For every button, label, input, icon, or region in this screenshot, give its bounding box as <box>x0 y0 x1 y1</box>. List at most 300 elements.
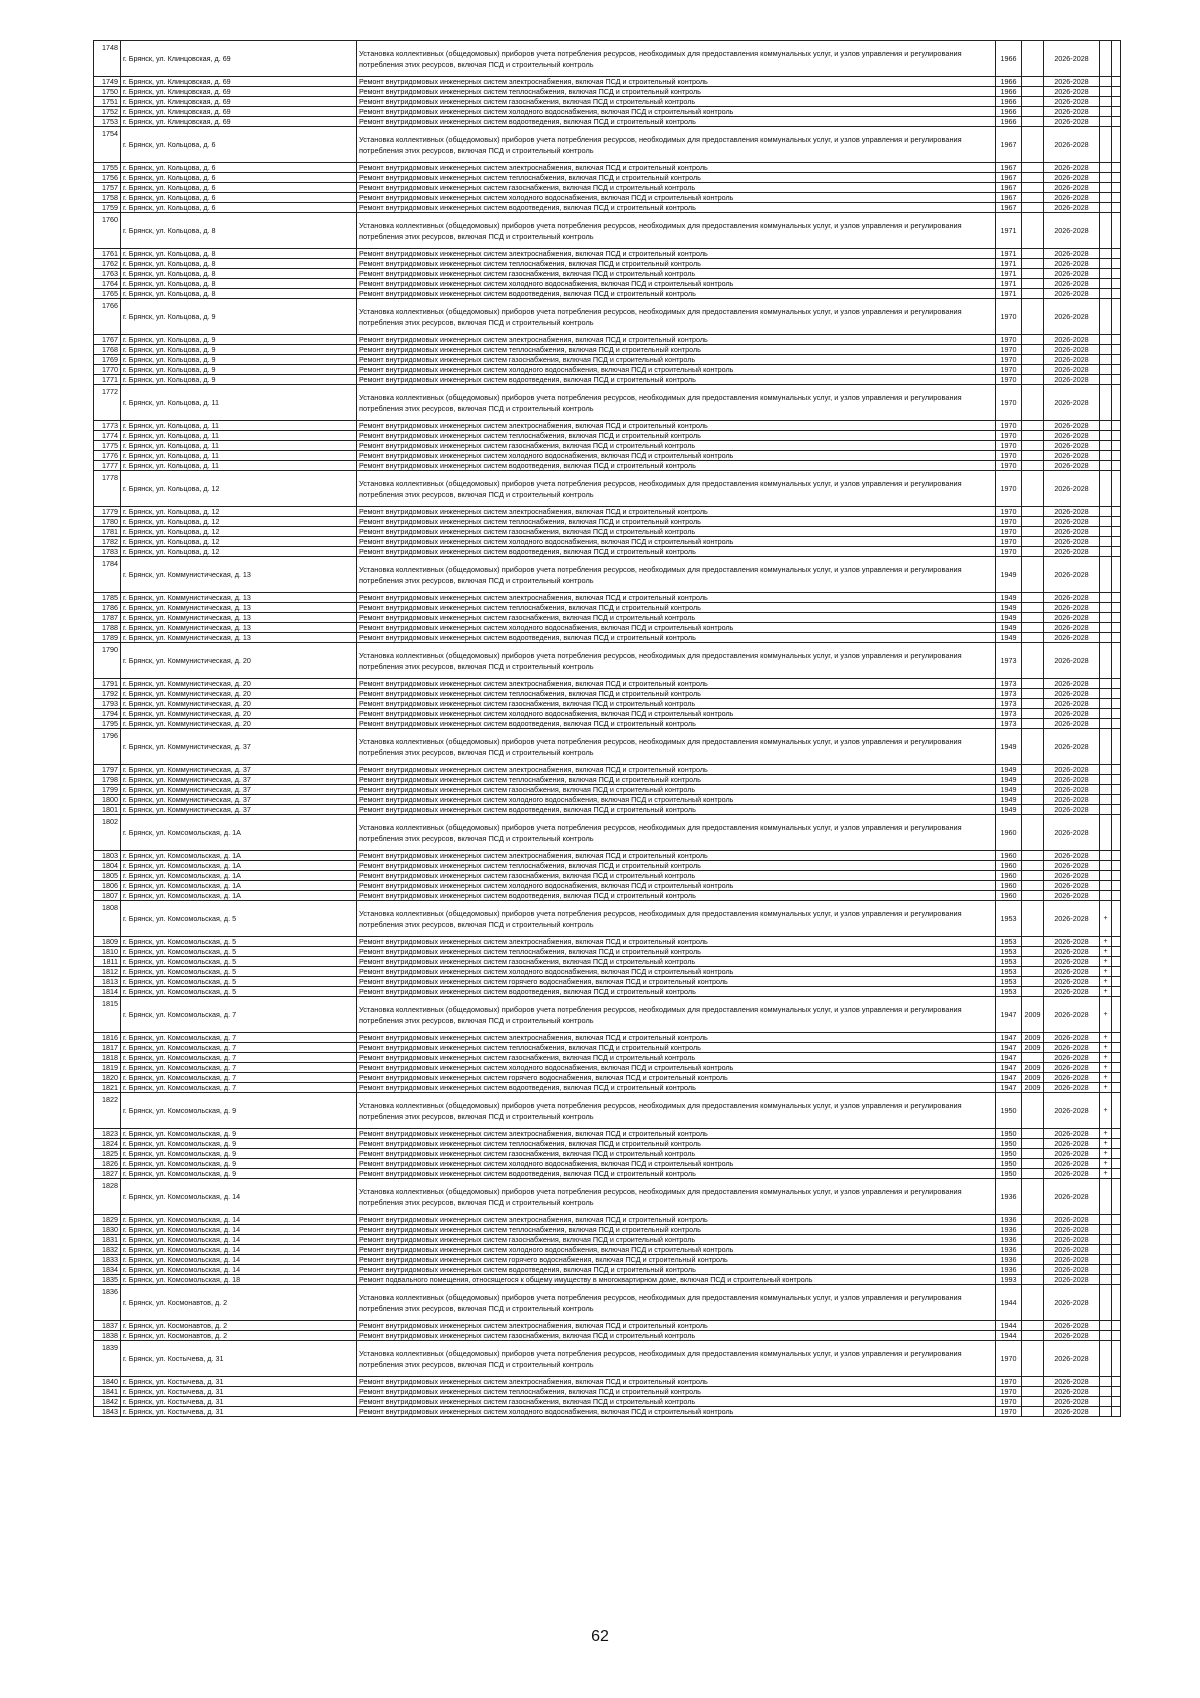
mark <box>1100 299 1112 335</box>
work-type: Ремонт внутридомовых инженерных систем газоснабжения, включая ПСД и строительный контроль <box>357 1149 996 1159</box>
repair-period: 2026-2028 <box>1044 163 1100 173</box>
row-number: 1821 <box>94 1083 121 1093</box>
build-year: 1970 <box>996 335 1022 345</box>
row-number: 1827 <box>94 1169 121 1179</box>
last-repair-year <box>1022 193 1044 203</box>
blank-cell <box>1112 1129 1121 1139</box>
repair-period: 2026-2028 <box>1044 461 1100 471</box>
build-year: 1950 <box>996 1149 1022 1159</box>
build-year: 1953 <box>996 957 1022 967</box>
build-year: 1949 <box>996 593 1022 603</box>
repair-period: 2026-2028 <box>1044 289 1100 299</box>
blank-cell <box>1112 937 1121 947</box>
build-year: 1947 <box>996 1073 1022 1083</box>
blank-cell <box>1112 77 1121 87</box>
mark <box>1100 163 1112 173</box>
blank-cell <box>1112 1245 1121 1255</box>
address: г. Брянск, ул. Комсомольская, д. 1А <box>121 881 357 891</box>
last-repair-year: 2009 <box>1022 1063 1044 1073</box>
repair-period: 2026-2028 <box>1044 1159 1100 1169</box>
address: г. Брянск, ул. Комсомольская, д. 5 <box>121 977 357 987</box>
blank-cell <box>1112 1179 1121 1215</box>
repair-period: 2026-2028 <box>1044 547 1100 557</box>
blank-cell <box>1112 851 1121 861</box>
mark <box>1100 431 1112 441</box>
work-type: Ремонт внутридомовых инженерных систем теплоснабжения, включая ПСД и строительный контроль <box>357 431 996 441</box>
last-repair-year <box>1022 1275 1044 1285</box>
last-repair-year <box>1022 901 1044 937</box>
repair-period: 2026-2028 <box>1044 183 1100 193</box>
row-number: 1773 <box>94 421 121 431</box>
address: г. Брянск, ул. Комсомольская, д. 1А <box>121 891 357 901</box>
work-type: Ремонт внутридомовых инженерных систем холодного водоснабжения, включая ПСД и строительный контроль <box>357 365 996 375</box>
build-year: 1949 <box>996 633 1022 643</box>
mark: + <box>1100 947 1112 957</box>
table-row <box>94 1215 1121 1225</box>
repair-period: 2026-2028 <box>1044 1053 1100 1063</box>
address: г. Брянск, ул. Комсомольская, д. 7 <box>121 1073 357 1083</box>
row-number: 1830 <box>94 1225 121 1235</box>
repair-period: 2026-2028 <box>1044 709 1100 719</box>
work-type: Ремонт внутридомовых инженерных систем газоснабжения, включая ПСД и строительный контроль <box>357 1235 996 1245</box>
last-repair-year <box>1022 87 1044 97</box>
mark <box>1100 699 1112 709</box>
address: г. Брянск, ул. Космонавтов, д. 2 <box>121 1331 357 1341</box>
table-row <box>94 1397 1121 1407</box>
blank-cell <box>1112 471 1121 507</box>
repair-period: 2026-2028 <box>1044 871 1100 881</box>
blank-cell <box>1112 977 1121 987</box>
last-repair-year <box>1022 1377 1044 1387</box>
mark: + <box>1100 957 1112 967</box>
build-year: 1973 <box>996 709 1022 719</box>
last-repair-year <box>1022 795 1044 805</box>
mark <box>1100 345 1112 355</box>
address: г. Брянск, ул. Кольцова, д. 11 <box>121 461 357 471</box>
work-type: Ремонт внутридомовых инженерных систем газоснабжения, включая ПСД и строительный контроль <box>357 355 996 365</box>
blank-cell <box>1112 289 1121 299</box>
address: г. Брянск, ул. Комсомольская, д. 5 <box>121 947 357 957</box>
mark <box>1100 1235 1112 1245</box>
build-year: 1970 <box>996 537 1022 547</box>
mark <box>1100 249 1112 259</box>
mark <box>1100 451 1112 461</box>
mark <box>1100 1377 1112 1387</box>
address: г. Брянск, ул. Клинцовская, д. 69 <box>121 77 357 87</box>
work-type: Ремонт внутридомовых инженерных систем водоотведения, включая ПСД и строительный контроль <box>357 987 996 997</box>
row-number: 1750 <box>94 87 121 97</box>
work-type: Ремонт внутридомовых инженерных систем газоснабжения, включая ПСД и строительный контроль <box>357 699 996 709</box>
address: г. Брянск, ул. Кольцова, д. 11 <box>121 431 357 441</box>
table-row <box>94 891 1121 901</box>
work-type: Ремонт внутридомовых инженерных систем холодного водоснабжения, включая ПСД и строительный контроль <box>357 709 996 719</box>
table-row <box>94 451 1121 461</box>
mark: + <box>1100 1169 1112 1179</box>
address: г. Брянск, ул. Комсомольская, д. 14 <box>121 1215 357 1225</box>
address: г. Брянск, ул. Космонавтов, д. 2 <box>121 1285 357 1321</box>
blank-cell <box>1112 1073 1121 1083</box>
work-type: Ремонт внутридомовых инженерных систем теплоснабжения, включая ПСД и строительный контроль <box>357 173 996 183</box>
last-repair-year <box>1022 1179 1044 1215</box>
repair-period: 2026-2028 <box>1044 603 1100 613</box>
row-number: 1795 <box>94 719 121 729</box>
mark: + <box>1100 1093 1112 1129</box>
table-row <box>94 1255 1121 1265</box>
table-row <box>94 709 1121 719</box>
blank-cell <box>1112 775 1121 785</box>
table-row <box>94 679 1121 689</box>
work-type: Ремонт внутридомовых инженерных систем электроснабжения, включая ПСД и строительный контроль <box>357 593 996 603</box>
row-number: 1786 <box>94 603 121 613</box>
work-type: Ремонт внутридомовых инженерных систем теплоснабжения, включая ПСД и строительный контроль <box>357 947 996 957</box>
table-row <box>94 689 1121 699</box>
build-year: 1970 <box>996 1387 1022 1397</box>
last-repair-year <box>1022 977 1044 987</box>
build-year: 1947 <box>996 997 1022 1033</box>
table-row <box>94 1235 1121 1245</box>
last-repair-year <box>1022 1331 1044 1341</box>
blank-cell <box>1112 603 1121 613</box>
table-row <box>94 1285 1121 1321</box>
row-number: 1784 <box>94 557 121 593</box>
mark <box>1100 1407 1112 1417</box>
blank-cell <box>1112 623 1121 633</box>
build-year: 1949 <box>996 775 1022 785</box>
work-type: Ремонт внутридомовых инженерных систем водоотведения, включая ПСД и строительный контроль <box>357 1169 996 1179</box>
mark <box>1100 259 1112 269</box>
row-number: 1756 <box>94 173 121 183</box>
address: г. Брянск, ул. Кольцова, д. 12 <box>121 517 357 527</box>
address: г. Брянск, ул. Кольцова, д. 12 <box>121 507 357 517</box>
repair-period: 2026-2028 <box>1044 1063 1100 1073</box>
mark <box>1100 593 1112 603</box>
repair-period: 2026-2028 <box>1044 719 1100 729</box>
mark <box>1100 421 1112 431</box>
build-year: 1967 <box>996 173 1022 183</box>
table-row <box>94 1245 1121 1255</box>
table-row <box>94 1129 1121 1139</box>
address: г. Брянск, ул. Комсомольская, д. 14 <box>121 1225 357 1235</box>
mark <box>1100 1387 1112 1397</box>
last-repair-year <box>1022 365 1044 375</box>
repair-period: 2026-2028 <box>1044 977 1100 987</box>
row-number: 1765 <box>94 289 121 299</box>
address: г. Брянск, ул. Кольцова, д. 9 <box>121 365 357 375</box>
work-type: Ремонт внутридомовых инженерных систем водоотведения, включая ПСД и строительный контроль <box>357 1083 996 1093</box>
repair-period: 2026-2028 <box>1044 1215 1100 1225</box>
last-repair-year <box>1022 947 1044 957</box>
table-row <box>94 335 1121 345</box>
table-row <box>94 861 1121 871</box>
repair-period: 2026-2028 <box>1044 937 1100 947</box>
blank-cell <box>1112 699 1121 709</box>
row-number: 1768 <box>94 345 121 355</box>
blank-cell <box>1112 517 1121 527</box>
work-type: Ремонт внутридомовых инженерных систем газоснабжения, включая ПСД и строительный контроль <box>357 1053 996 1063</box>
last-repair-year <box>1022 507 1044 517</box>
blank-cell <box>1112 1215 1121 1225</box>
table-row <box>94 815 1121 851</box>
build-year: 1949 <box>996 603 1022 613</box>
build-year: 1949 <box>996 805 1022 815</box>
blank-cell <box>1112 805 1121 815</box>
work-type: Ремонт внутридомовых инженерных систем электроснабжения, включая ПСД и строительный контроль <box>357 421 996 431</box>
repair-period: 2026-2028 <box>1044 729 1100 765</box>
mark <box>1100 861 1112 871</box>
blank-cell <box>1112 729 1121 765</box>
build-year: 1971 <box>996 213 1022 249</box>
blank-cell <box>1112 719 1121 729</box>
address: г. Брянск, ул. Коммунистическая, д. 37 <box>121 775 357 785</box>
work-type: Ремонт внутридомовых инженерных систем газоснабжения, включая ПСД и строительный контроль <box>357 1331 996 1341</box>
repair-period: 2026-2028 <box>1044 375 1100 385</box>
work-type: Установка коллективных (общедомовых) приборов учета потребления ресурсов, необходимых для предоставления коммунальных услуг, и узлов управления и регулирования потребления этих ресурсов, включая ПСД и строительный контроль <box>357 299 996 335</box>
last-repair-year <box>1022 851 1044 861</box>
work-type: Установка коллективных (общедомовых) приборов учета потребления ресурсов, необходимых для предоставления коммунальных услуг, и узлов управления и регулирования потребления этих ресурсов, включая ПСД и строительный контроль <box>357 815 996 851</box>
blank-cell <box>1112 1255 1121 1265</box>
build-year: 1967 <box>996 203 1022 213</box>
address: г. Брянск, ул. Коммунистическая, д. 13 <box>121 633 357 643</box>
mark <box>1100 643 1112 679</box>
last-repair-year <box>1022 557 1044 593</box>
repair-period: 2026-2028 <box>1044 1139 1100 1149</box>
table-row <box>94 901 1121 937</box>
row-number: 1751 <box>94 97 121 107</box>
address: г. Брянск, ул. Комсомольская, д. 7 <box>121 1063 357 1073</box>
table-row <box>94 1073 1121 1083</box>
address: г. Брянск, ул. Коммунистическая, д. 37 <box>121 785 357 795</box>
mark <box>1100 461 1112 471</box>
mark <box>1100 375 1112 385</box>
row-number: 1813 <box>94 977 121 987</box>
mark <box>1100 729 1112 765</box>
repair-period: 2026-2028 <box>1044 957 1100 967</box>
table-row <box>94 441 1121 451</box>
work-type: Ремонт внутридомовых инженерных систем теплоснабжения, включая ПСД и строительный контроль <box>357 1387 996 1397</box>
repair-period: 2026-2028 <box>1044 901 1100 937</box>
address: г. Брянск, ул. Кольцова, д. 8 <box>121 289 357 299</box>
last-repair-year <box>1022 173 1044 183</box>
build-year: 1949 <box>996 795 1022 805</box>
repair-period: 2026-2028 <box>1044 1093 1100 1129</box>
work-type: Ремонт внутридомовых инженерных систем водоотведения, включая ПСД и строительный контроль <box>357 1265 996 1275</box>
repair-period: 2026-2028 <box>1044 1129 1100 1139</box>
table-row <box>94 1159 1121 1169</box>
blank-cell <box>1112 557 1121 593</box>
repair-period: 2026-2028 <box>1044 1245 1100 1255</box>
row-number: 1783 <box>94 547 121 557</box>
work-type: Ремонт внутридомовых инженерных систем газоснабжения, включая ПСД и строительный контроль <box>357 183 996 193</box>
last-repair-year <box>1022 1245 1044 1255</box>
repair-period: 2026-2028 <box>1044 345 1100 355</box>
mark <box>1100 851 1112 861</box>
last-repair-year <box>1022 871 1044 881</box>
repair-period: 2026-2028 <box>1044 1043 1100 1053</box>
mark: + <box>1100 1129 1112 1139</box>
blank-cell <box>1112 1341 1121 1377</box>
repair-period: 2026-2028 <box>1044 891 1100 901</box>
build-year: 1973 <box>996 689 1022 699</box>
repair-period: 2026-2028 <box>1044 77 1100 87</box>
work-type: Ремонт внутридомовых инженерных систем теплоснабжения, включая ПСД и строительный контроль <box>357 517 996 527</box>
mark <box>1100 41 1112 77</box>
address: г. Брянск, ул. Комсомольская, д. 9 <box>121 1149 357 1159</box>
blank-cell <box>1112 689 1121 699</box>
build-year: 1967 <box>996 163 1022 173</box>
last-repair-year <box>1022 1139 1044 1149</box>
address: г. Брянск, ул. Комсомольская, д. 14 <box>121 1265 357 1275</box>
mark <box>1100 881 1112 891</box>
repair-period: 2026-2028 <box>1044 299 1100 335</box>
table-row <box>94 431 1121 441</box>
mark <box>1100 775 1112 785</box>
row-number: 1757 <box>94 183 121 193</box>
mark <box>1100 1285 1112 1321</box>
address: г. Брянск, ул. Комсомольская, д. 14 <box>121 1235 357 1245</box>
build-year: 1936 <box>996 1179 1022 1215</box>
mark <box>1100 547 1112 557</box>
table-row <box>94 997 1121 1033</box>
last-repair-year <box>1022 1285 1044 1321</box>
last-repair-year <box>1022 593 1044 603</box>
blank-cell <box>1112 249 1121 259</box>
table-row <box>94 967 1121 977</box>
build-year: 1970 <box>996 355 1022 365</box>
blank-cell <box>1112 385 1121 421</box>
address: г. Брянск, ул. Комсомольская, д. 9 <box>121 1093 357 1129</box>
blank-cell <box>1112 365 1121 375</box>
last-repair-year <box>1022 1321 1044 1331</box>
address: г. Брянск, ул. Кольцова, д. 12 <box>121 547 357 557</box>
repair-period: 2026-2028 <box>1044 117 1100 127</box>
blank-cell <box>1112 815 1121 851</box>
repair-period: 2026-2028 <box>1044 365 1100 375</box>
repair-period: 2026-2028 <box>1044 431 1100 441</box>
blank-cell <box>1112 1083 1121 1093</box>
row-number: 1804 <box>94 861 121 871</box>
row-number: 1776 <box>94 451 121 461</box>
mark <box>1100 623 1112 633</box>
row-number: 1826 <box>94 1159 121 1169</box>
row-number: 1843 <box>94 1407 121 1417</box>
last-repair-year: 2009 <box>1022 1083 1044 1093</box>
row-number: 1762 <box>94 259 121 269</box>
address: г. Брянск, ул. Кольцова, д. 9 <box>121 299 357 335</box>
blank-cell <box>1112 259 1121 269</box>
row-number: 1820 <box>94 1073 121 1083</box>
row-number: 1769 <box>94 355 121 365</box>
mark <box>1100 1321 1112 1331</box>
table-row <box>94 593 1121 603</box>
mark <box>1100 203 1112 213</box>
build-year: 1960 <box>996 851 1022 861</box>
mark <box>1100 1331 1112 1341</box>
build-year: 1971 <box>996 269 1022 279</box>
blank-cell <box>1112 375 1121 385</box>
address: г. Брянск, ул. Комсомольская, д. 18 <box>121 1275 357 1285</box>
mark <box>1100 1245 1112 1255</box>
row-number: 1832 <box>94 1245 121 1255</box>
address: г. Брянск, ул. Комсомольская, д. 7 <box>121 1083 357 1093</box>
build-year: 1970 <box>996 507 1022 517</box>
last-repair-year <box>1022 1235 1044 1245</box>
repair-period: 2026-2028 <box>1044 355 1100 365</box>
work-type: Ремонт внутридомовых инженерных систем газоснабжения, включая ПСД и строительный контроль <box>357 97 996 107</box>
blank-cell <box>1112 613 1121 623</box>
last-repair-year <box>1022 1341 1044 1377</box>
mark <box>1100 365 1112 375</box>
blank-cell <box>1112 41 1121 77</box>
table-row <box>94 1093 1121 1129</box>
work-type: Ремонт внутридомовых инженерных систем теплоснабжения, включая ПСД и строительный контроль <box>357 1043 996 1053</box>
work-type: Ремонт внутридомовых инженерных систем газоснабжения, включая ПСД и строительный контроль <box>357 785 996 795</box>
row-number: 1778 <box>94 471 121 507</box>
blank-cell <box>1112 1225 1121 1235</box>
work-type: Ремонт внутридомовых инженерных систем водоотведения, включая ПСД и строительный контроль <box>357 461 996 471</box>
row-number: 1798 <box>94 775 121 785</box>
repair-period: 2026-2028 <box>1044 613 1100 623</box>
repair-period: 2026-2028 <box>1044 1225 1100 1235</box>
mark <box>1100 355 1112 365</box>
work-type: Ремонт внутридомовых инженерных систем газоснабжения, включая ПСД и строительный контроль <box>357 1397 996 1407</box>
blank-cell <box>1112 527 1121 537</box>
last-repair-year <box>1022 679 1044 689</box>
last-repair-year <box>1022 633 1044 643</box>
work-type: Ремонт внутридомовых инженерных систем холодного водоснабжения, включая ПСД и строительный контроль <box>357 451 996 461</box>
row-number: 1796 <box>94 729 121 765</box>
table-row <box>94 289 1121 299</box>
row-number: 1807 <box>94 891 121 901</box>
repair-period: 2026-2028 <box>1044 441 1100 451</box>
row-number: 1812 <box>94 967 121 977</box>
blank-cell <box>1112 765 1121 775</box>
address: г. Брянск, ул. Коммунистическая, д. 13 <box>121 623 357 633</box>
table-row <box>94 1265 1121 1275</box>
table-row <box>94 249 1121 259</box>
table-row <box>94 871 1121 881</box>
work-type: Ремонт внутридомовых инженерных систем холодного водоснабжения, включая ПСД и строительный контроль <box>357 1159 996 1169</box>
work-type: Установка коллективных (общедомовых) приборов учета потребления ресурсов, необходимых для предоставления коммунальных услуг, и узлов управления и регулирования потребления этих ресурсов, включая ПСД и строительный контроль <box>357 557 996 593</box>
work-type: Ремонт внутридомовых инженерных систем электроснабжения, включая ПСД и строительный контроль <box>357 1215 996 1225</box>
repair-period: 2026-2028 <box>1044 1285 1100 1321</box>
mark <box>1100 785 1112 795</box>
build-year: 1970 <box>996 385 1022 421</box>
work-type: Ремонт внутридомовых инженерных систем холодного водоснабжения, включая ПСД и строительный контроль <box>357 623 996 633</box>
work-type: Установка коллективных (общедомовых) приборов учета потребления ресурсов, необходимых для предоставления коммунальных услуг, и узлов управления и регулирования потребления этих ресурсов, включая ПСД и строительный контроль <box>357 1285 996 1321</box>
table-row <box>94 41 1121 77</box>
work-type: Ремонт внутридомовых инженерных систем электроснабжения, включая ПСД и строительный контроль <box>357 1321 996 1331</box>
address: г. Брянск, ул. Кольцова, д. 12 <box>121 471 357 507</box>
address: г. Брянск, ул. Костычева, д. 31 <box>121 1387 357 1397</box>
table-row <box>94 537 1121 547</box>
table-row <box>94 1275 1121 1285</box>
address: г. Брянск, ул. Коммунистическая, д. 20 <box>121 689 357 699</box>
blank-cell <box>1112 633 1121 643</box>
table-row <box>94 203 1121 213</box>
row-number: 1793 <box>94 699 121 709</box>
blank-cell <box>1112 881 1121 891</box>
row-number: 1780 <box>94 517 121 527</box>
build-year: 1970 <box>996 517 1022 527</box>
mark: + <box>1100 1033 1112 1043</box>
repair-period: 2026-2028 <box>1044 259 1100 269</box>
table-row <box>94 557 1121 593</box>
work-type: Ремонт внутридомовых инженерных систем электроснабжения, включая ПСД и строительный контроль <box>357 765 996 775</box>
work-type: Ремонт внутридомовых инженерных систем водоотведения, включая ПСД и строительный контроль <box>357 203 996 213</box>
last-repair-year <box>1022 471 1044 507</box>
table-row <box>94 613 1121 623</box>
repair-period: 2026-2028 <box>1044 1397 1100 1407</box>
